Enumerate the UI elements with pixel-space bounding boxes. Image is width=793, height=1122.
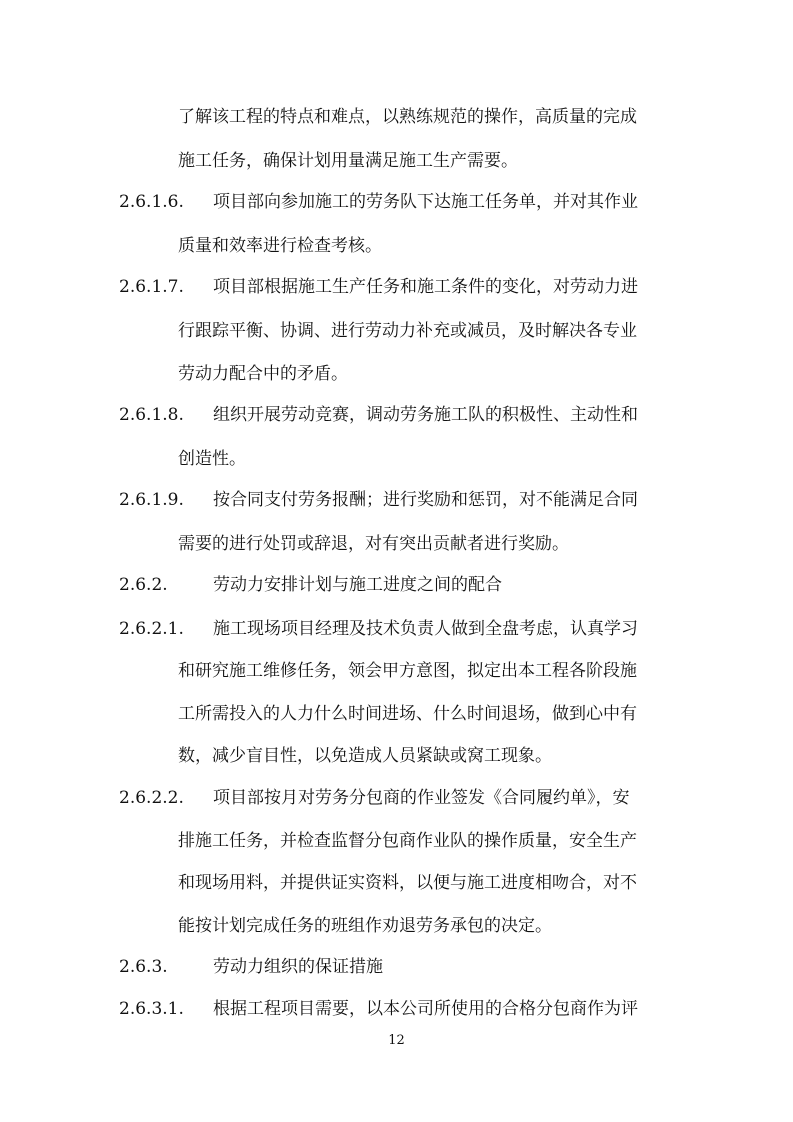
line-text: 行跟踪平衡、协调、进行劳动力补充或减员，及时解决各专业 <box>178 321 637 341</box>
line-text: 工所需投入的人力什么时间进场、什么时间退场，做到心中有 <box>178 704 637 724</box>
line-text: 数，减少盲目性，以免造成人员紧缺或窝工现象。 <box>178 746 552 766</box>
line-text: 项目部按月对劳务分包商的作业签发《合同履约单》，安 <box>213 788 630 808</box>
paragraph-line <box>178 150 518 172</box>
section-heading-line <box>119 574 502 596</box>
section-number: 2.6.3. <box>119 957 168 977</box>
paragraph-line <box>178 745 552 767</box>
line-text: 按合同支付劳务报酬；进行奖励和惩罚，对不能满足合同 <box>213 490 638 510</box>
line-text: 组织开展劳动竞赛，调动劳务施工队的积极性、主动性和 <box>213 405 638 425</box>
line-text: 根据工程项目需要，以本公司所使用的合格分包商作为评 <box>213 999 638 1019</box>
paragraph-line <box>178 830 637 852</box>
section-number: 2.6.2. <box>119 575 168 595</box>
line-text: 项目部根据施工生产任务和施工条件的变化，对劳动力进 <box>213 277 638 297</box>
section-heading-line <box>119 489 638 511</box>
paragraph-line <box>178 320 637 342</box>
paragraph-line <box>178 363 348 385</box>
section-heading-line <box>119 956 383 978</box>
section-number: 2.6.1.7. <box>119 277 184 297</box>
section-heading-line <box>119 998 638 1020</box>
paragraph-line <box>178 915 552 937</box>
section-number: 2.6.3.1. <box>119 999 184 1019</box>
paragraph-line <box>178 703 637 725</box>
paragraph-line <box>178 533 569 555</box>
section-heading-line <box>119 191 638 213</box>
line-text: 施工现场项目经理及技术负责人做到全盘考虑，认真学习 <box>213 619 638 639</box>
line-text: 能按计划完成任务的班组作劝退劳务承包的决定。 <box>178 916 552 936</box>
section-heading-line <box>119 787 630 809</box>
section-heading-line <box>119 404 638 426</box>
line-text: 排施工任务，并检查监督分包商作业队的操作质量，安全生产 <box>178 831 637 851</box>
line-text: 和现场用料，并提供证实资料，以便与施工进度相吻合，对不 <box>178 873 637 893</box>
section-heading-line <box>119 276 638 298</box>
line-text: 劳动力配合中的矛盾。 <box>178 364 348 384</box>
line-text: 施工任务，确保计划用量满足施工生产需要。 <box>178 151 518 171</box>
section-number: 2.6.1.9. <box>119 490 184 510</box>
line-text: 需要的进行处罚或辞退，对有突出贡献者进行奖励。 <box>178 534 569 554</box>
paragraph-line <box>178 872 637 894</box>
section-number: 2.6.1.8. <box>119 405 184 425</box>
line-text: 项目部向参加施工的劳务队下达施工任务单，并对其作业 <box>213 192 638 212</box>
paragraph-line <box>178 235 382 257</box>
page-number: 12 <box>388 1033 405 1048</box>
section-heading-line <box>119 618 638 640</box>
line-text: 创造性。 <box>178 449 246 469</box>
paragraph-line <box>178 106 637 128</box>
line-text: 了解该工程的特点和难点，以熟练规范的操作，高质量的完成 <box>178 107 637 127</box>
paragraph-line <box>178 448 246 470</box>
section-number: 2.6.1.6. <box>119 192 184 212</box>
section-number: 2.6.2.2. <box>119 788 184 808</box>
section-number: 2.6.2.1. <box>119 619 184 639</box>
paragraph-line <box>178 660 637 682</box>
line-text: 质量和效率进行检查考核。 <box>178 236 382 256</box>
line-text: 劳动力组织的保证措施 <box>213 957 383 977</box>
line-text: 和研究施工维修任务，领会甲方意图，拟定出本工程各阶段施 <box>178 661 637 681</box>
line-text: 劳动力安排计划与施工进度之间的配合 <box>213 575 502 595</box>
